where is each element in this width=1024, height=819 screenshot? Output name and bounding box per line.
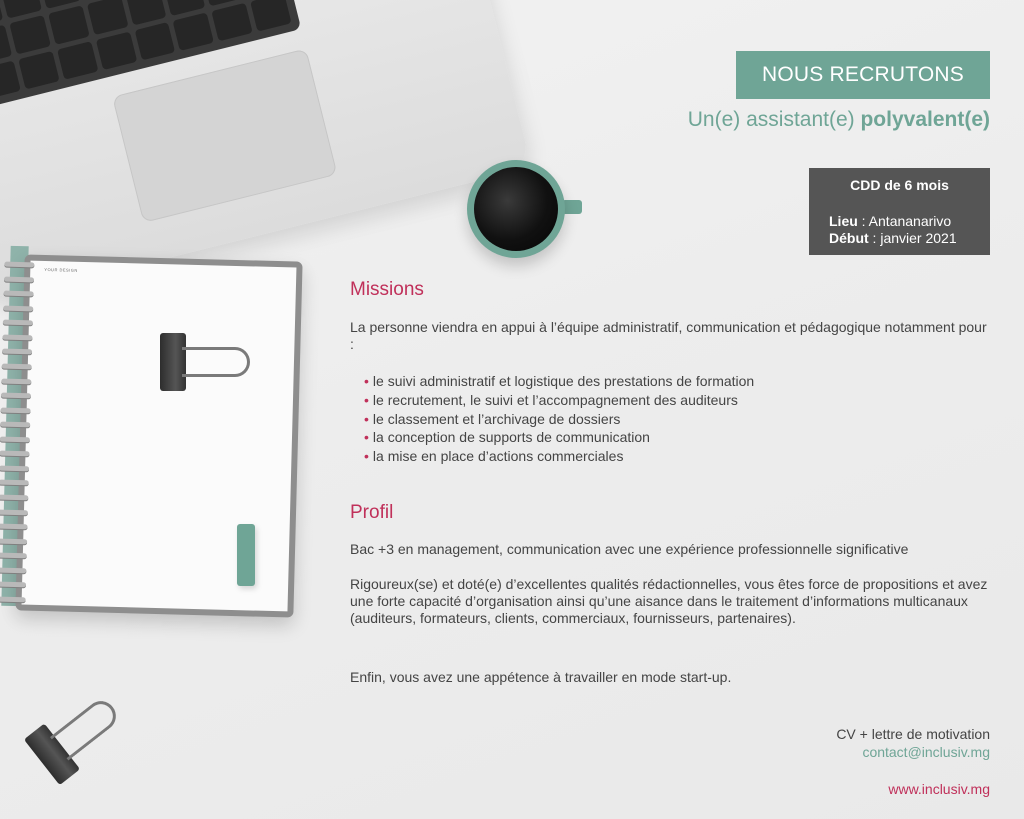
- start-label: Début: [829, 230, 869, 246]
- location-value: : Antananarivo: [857, 213, 952, 229]
- bullet-icon: •: [364, 373, 369, 389]
- profil-startup: Enfin, vous avez une appétence à travailler en mode start-up.: [350, 669, 732, 685]
- location-label: Lieu: [829, 213, 858, 229]
- website-link[interactable]: www.inclusiv.mg: [888, 781, 990, 797]
- notebook-label: YOUR DESIGN: [44, 266, 78, 273]
- list-item: • le recrutement, le suivi et l’accompagnement des auditeurs: [364, 391, 738, 408]
- coffee-cup-image: [467, 160, 565, 258]
- binder-clip-icon: [24, 683, 132, 785]
- list-item: • la mise en place d’actions commerciales: [364, 448, 624, 465]
- bullet-icon: •: [364, 448, 369, 465]
- contract-type: CDD de 6 mois: [850, 177, 949, 193]
- list-item: • la conception de supports de communication: [364, 429, 650, 446]
- missions-intro: La personne viendra en appui à l’équipe administratif, communication et pédagogique notamment pour :: [350, 319, 987, 352]
- notebook-image: [15, 254, 302, 617]
- start-line: [829, 230, 990, 247]
- start-value: : janvier 2021: [868, 230, 957, 246]
- missions-heading: Missions: [350, 279, 424, 300]
- list-item: • le suivi administratif et logistique des prestations de formation: [364, 373, 755, 389]
- job-title-bold: polyvalent(e): [860, 108, 990, 131]
- bullet-icon: •: [364, 429, 369, 446]
- profil-education: Bac +3 en management, communication avec une expérience professionnelle significative: [350, 541, 909, 557]
- location-line: [829, 213, 990, 230]
- application-instructions: CV + lettre de motivation: [836, 726, 990, 742]
- job-info-box: [809, 168, 990, 255]
- bullet-icon: •: [364, 391, 369, 408]
- list-item: • le classement et l’archivage de dossiers: [364, 410, 621, 427]
- profil-heading: Profil: [350, 502, 394, 523]
- profil-skills: Rigoureux(se) et doté(e) d’excellentes qualités rédactionnelles, vous êtes force de propositions et avez une forte capacité d’organisation ainsi qu’une aisance dans le traitement d’informations multicanaux (auditeurs, formateurs, clients, commerciaux, fournisseurs, partenaires).: [350, 576, 988, 626]
- recruiting-banner: NOUS RECRUTONS: [736, 51, 990, 99]
- job-title-regular: Un(e) assistant(e): [687, 108, 861, 131]
- missions-list: [364, 372, 754, 466]
- eraser-image: [237, 524, 255, 586]
- laptop-trackpad: [112, 48, 338, 223]
- bullet-icon: •: [364, 410, 369, 427]
- binder-clip-icon: [160, 333, 252, 391]
- coffee-cup-handle: [562, 200, 582, 214]
- coffee-surface: [474, 167, 558, 251]
- contact-email-link[interactable]: contact@inclusiv.mg: [862, 744, 990, 760]
- job-title: [688, 108, 990, 132]
